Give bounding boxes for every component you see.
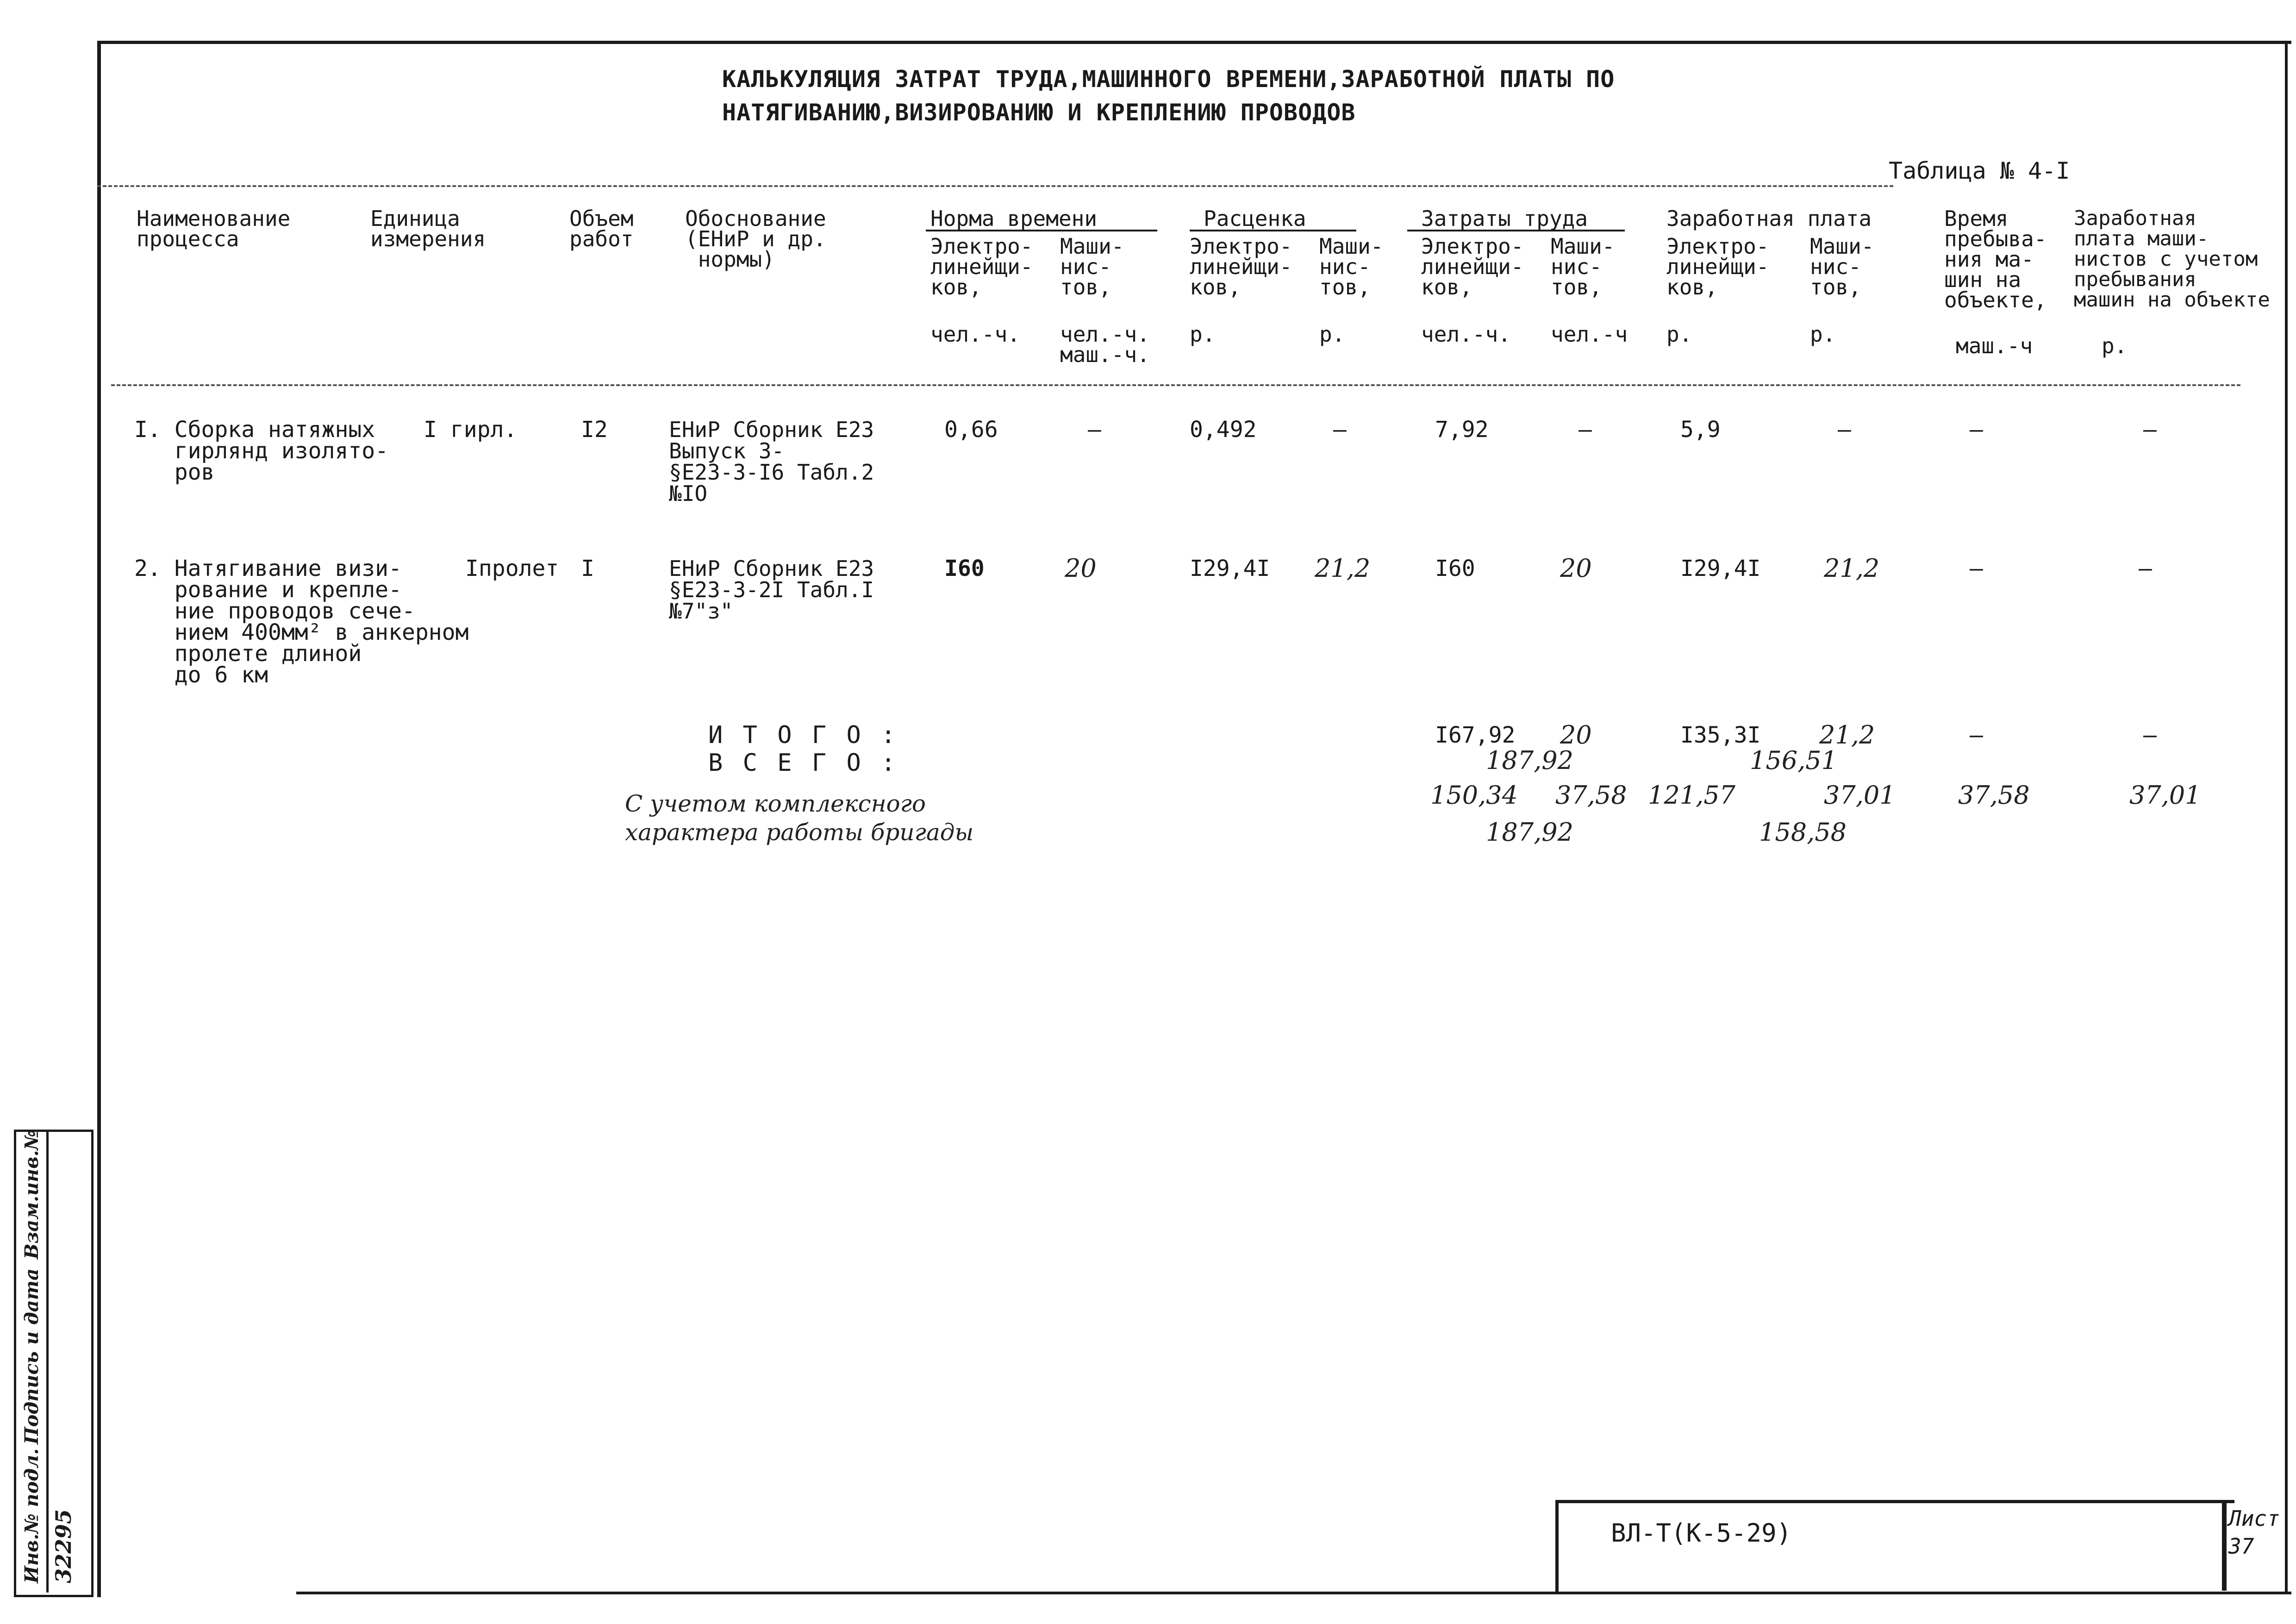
sheet-number: 37 bbox=[2228, 1534, 2254, 1559]
header-wage: Заработная плата bbox=[1666, 206, 1872, 231]
row1-rate-machinist: – bbox=[1333, 417, 1347, 443]
row1-labor-lineman: 7,92 bbox=[1435, 417, 1489, 443]
header-labor-cost: Затраты труда bbox=[1421, 206, 1588, 231]
labor-underline bbox=[1407, 230, 1625, 231]
row2-machine-time: – bbox=[1970, 556, 1983, 581]
row2-labor-lineman: I60 bbox=[1435, 556, 1475, 581]
margin-stamp-divider bbox=[46, 1130, 49, 1593]
header-top-rule bbox=[97, 185, 1893, 187]
stamp-divider bbox=[2222, 1500, 2227, 1591]
margin-inv-value: 32295 bbox=[51, 1509, 76, 1583]
row2-norm-lineman: I60 bbox=[944, 556, 985, 581]
total-operator-wage: – bbox=[2143, 722, 2157, 748]
header-wage-unit-lineman: р. bbox=[1666, 322, 1692, 347]
header-bottom-rule bbox=[111, 384, 2240, 386]
header-process: Наименование процесса bbox=[137, 206, 291, 251]
header-norm-machinist: Маши- нис- тов, bbox=[1060, 234, 1124, 300]
complex-wage-lineman: 121,57 bbox=[1648, 781, 1735, 810]
complex-labor-lineman: 150,34 bbox=[1430, 781, 1518, 810]
row2-norm-machinist: 20 bbox=[1065, 554, 1097, 583]
row2-unit: Iпролет bbox=[465, 556, 559, 581]
row1-volume: I2 bbox=[581, 417, 608, 443]
vsego-wage: 156,51 bbox=[1750, 746, 1837, 775]
row2-rate-machinist: 21,2 bbox=[1315, 554, 1371, 583]
total-machine-time: – bbox=[1970, 722, 1983, 748]
row1-operator-wage: – bbox=[2143, 417, 2157, 443]
frame-left-border bbox=[97, 42, 101, 1597]
row2-basis: ЕНиР Сборник Е23 §Е23-3-2I Табл.I №7"з" bbox=[669, 556, 874, 624]
row1-process: I. Сборка натяжных гирлянд изолято- ров bbox=[134, 417, 389, 485]
complex-labor-total: 187,92 bbox=[1486, 818, 1573, 847]
complex-wage-machinist: 37,01 bbox=[1824, 781, 1896, 810]
row2-volume: I bbox=[581, 556, 594, 581]
table-number: Таблица № 4-I bbox=[1889, 157, 2070, 184]
row1-machine-time: – bbox=[1970, 417, 1983, 443]
header-labor-machinist: Маши- нис- тов, bbox=[1551, 234, 1615, 300]
itogo-label: И Т О Г О : bbox=[708, 721, 898, 749]
row1-basis: ЕНиР Сборник Е23 Выпуск 3- §Е23-3-I6 Табл.2 №IO bbox=[669, 417, 874, 506]
document-title bbox=[722, 62, 1615, 129]
header-machine-time-unit: маш.-ч bbox=[1956, 333, 2033, 358]
row1-labor-machinist: – bbox=[1578, 417, 1592, 443]
row1-wage-lineman: 5,9 bbox=[1680, 417, 1721, 443]
row2-labor-machinist: 20 bbox=[1560, 554, 1592, 583]
row2-operator-wage: – bbox=[2139, 556, 2152, 581]
complex-note: С учетом комплексного характера работы бригады bbox=[625, 790, 974, 846]
sheet-label: Лист bbox=[2228, 1506, 2280, 1531]
header-operator-wage: Заработная плата маши- нистов с учетом пребывания машин на объекте bbox=[2074, 206, 2270, 312]
header-labor-lineman: Электро- линейщи- ков, bbox=[1421, 234, 1524, 300]
row2-rate-lineman: I29,4I bbox=[1190, 556, 1270, 581]
row2-wage-lineman: I29,4I bbox=[1680, 556, 1761, 581]
drawing-code: ВЛ-Т(К-5-29) bbox=[1611, 1518, 1792, 1548]
header-operator-wage-unit: р. bbox=[2102, 333, 2128, 358]
row1-rate-lineman: 0,492 bbox=[1190, 417, 1257, 443]
norm-time-underline bbox=[926, 230, 1157, 231]
header-wage-unit-machinist: р. bbox=[1810, 322, 1836, 347]
rate-underline bbox=[1190, 230, 1356, 231]
header-machine-time: Время пребыва- ния ма- шин на объекте, bbox=[1944, 206, 2047, 312]
header-norm-time: Норма времени bbox=[930, 206, 1098, 231]
header-labor-unit-lineman: чел.-ч. bbox=[1421, 322, 1511, 347]
header-rate-unit-machinist: р. bbox=[1319, 322, 1345, 347]
vsego-label: В С Е Г О : bbox=[708, 749, 898, 777]
header-unit: Единица измерения bbox=[370, 206, 486, 251]
header-norm-unit-machinist: чел.-ч. маш.-ч. bbox=[1060, 322, 1150, 367]
title-line-2: НАТЯГИВАНИЮ,ВИЗИРОВАНИЮ И КРЕПЛЕНИЮ ПРОВОДОВ bbox=[722, 99, 1356, 126]
row1-unit: I гирл. bbox=[424, 417, 518, 443]
total-wage-machinist: 21,2 bbox=[1819, 720, 1875, 750]
row2-process: 2. Натягивание визи- рование и крепле- ние проводов сече- нием 400мм² в анкерном пролете длиной до 6 км bbox=[134, 556, 469, 688]
header-rate-machinist: Маши- нис- тов, bbox=[1319, 234, 1384, 300]
row1-norm-machinist: – bbox=[1088, 417, 1101, 443]
complex-labor-machinist: 37,58 bbox=[1555, 781, 1627, 810]
complex-machine-time: 37,58 bbox=[1958, 781, 2030, 810]
total-wage-lineman: I35,3I bbox=[1680, 722, 1761, 748]
frame-right-border bbox=[2285, 41, 2288, 1594]
header-volume: Объем работ bbox=[569, 206, 634, 251]
frame-top-border bbox=[97, 41, 2291, 44]
complex-operator-wage: 37,01 bbox=[2129, 781, 2201, 810]
header-wage-lineman: Электро- линейщи- ков, bbox=[1666, 234, 1769, 300]
header-rate-unit-lineman: р. bbox=[1190, 322, 1216, 347]
total-labor-lineman: I67,92 bbox=[1435, 722, 1516, 748]
row1-wage-machinist: – bbox=[1838, 417, 1851, 443]
header-norm-unit-lineman: чел.-ч. bbox=[930, 322, 1020, 347]
complex-wage-total: 158,58 bbox=[1759, 818, 1847, 847]
total-labor-machinist: 20 bbox=[1560, 720, 1592, 750]
row2-wage-machinist: 21,2 bbox=[1824, 554, 1880, 583]
margin-replace-label: Взам.инв.№ bbox=[21, 1130, 43, 1259]
title-line-1: КАЛЬКУЛЯЦИЯ ЗАТРАТ ТРУДА,МАШИННОГО ВРЕМЕНИ,ЗАРАБОТНОЙ ПЛАТЫ ПО bbox=[722, 66, 1615, 93]
vsego-labor: 187,92 bbox=[1486, 746, 1573, 775]
margin-sign-date-label: Подпись и дата bbox=[21, 1268, 43, 1444]
row1-norm-lineman: 0,66 bbox=[944, 417, 998, 443]
header-rate: Расценка bbox=[1204, 206, 1306, 231]
header-labor-unit-machinist: чел.-ч bbox=[1551, 322, 1628, 347]
header-rate-lineman: Электро- линейщи- ков, bbox=[1190, 234, 1292, 300]
sheet-number-cell bbox=[2228, 1505, 2280, 1560]
header-norm-lineman: Электро- линейщи- ков, bbox=[930, 234, 1033, 300]
margin-inv-label: Инв.№ подл. bbox=[21, 1448, 43, 1583]
header-basis: Обоснование (ЕНиР и др. нормы) bbox=[685, 206, 826, 272]
header-wage-machinist: Маши- нис- тов, bbox=[1810, 234, 1874, 300]
